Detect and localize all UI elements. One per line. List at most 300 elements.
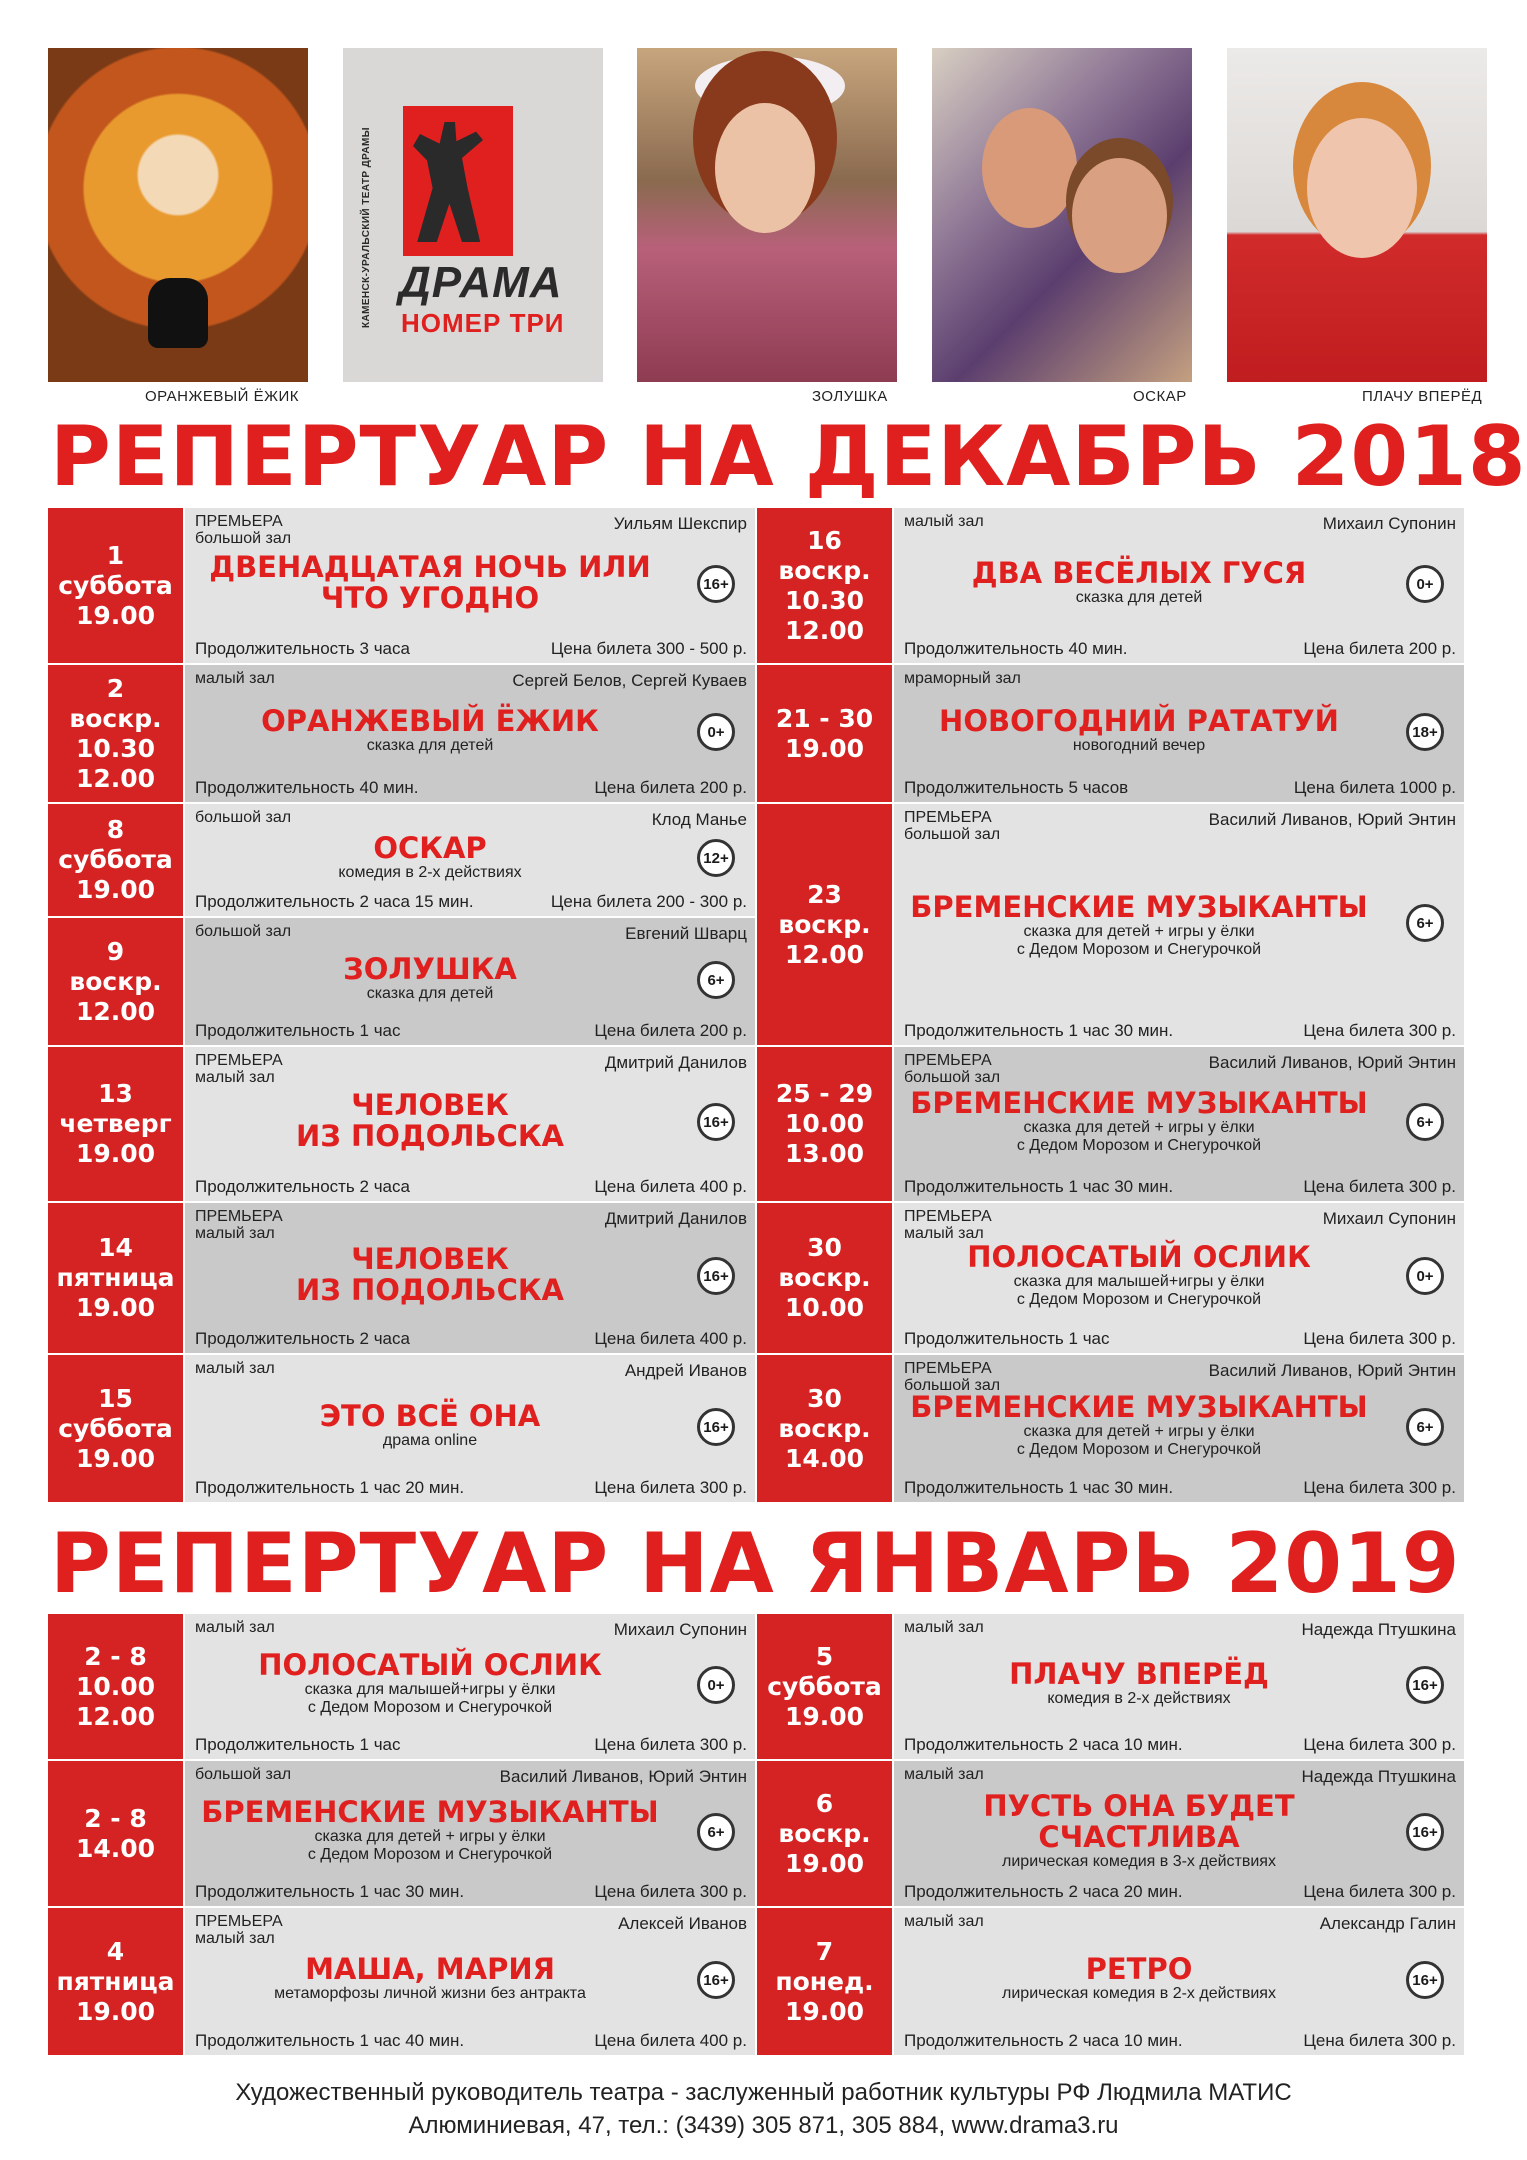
- show-subtitle: с Дедом Морозом и Снегурочкой: [307, 1846, 553, 1863]
- show-date: [757, 665, 892, 804]
- show-info: [185, 1203, 755, 1355]
- hall-label: малый зал: [904, 1913, 984, 1930]
- age-rating-badge: 6+: [1406, 904, 1444, 942]
- ticket-price: Цена билета 200 р.: [1303, 639, 1456, 658]
- hall-info: [195, 513, 291, 547]
- show-block: [185, 1954, 675, 2003]
- show-block: [894, 1088, 1384, 1155]
- show-title: ИЗ ПОДОЛЬСКА: [296, 1119, 564, 1153]
- hall-label: большой зал: [904, 1069, 1001, 1086]
- hall-info: [904, 1360, 1000, 1394]
- show-subtitle: комедия в 2-х действиях: [338, 864, 522, 881]
- show-subtitle: сказка для малышей+игры у ёлки: [1013, 1273, 1265, 1290]
- author: Василий Ливанов, Юрий Энтин: [499, 1767, 747, 1786]
- show-date: [48, 1047, 183, 1203]
- hall-label: малый зал: [195, 1069, 275, 1086]
- duration: Продолжительность 5 часов: [904, 778, 1129, 797]
- author: Василий Ливанов, Юрий Энтин: [1208, 1361, 1456, 1380]
- caption-oscar: ОСКАР: [1133, 388, 1187, 405]
- show-entry: [48, 1047, 755, 1203]
- hall-info: [904, 1052, 1000, 1086]
- hall-label: большой зал: [195, 923, 292, 940]
- date-line: 5: [815, 1641, 834, 1671]
- show-subtitle: драма online: [382, 1432, 478, 1449]
- show-date: [757, 804, 892, 1047]
- date-line: пятница: [56, 1966, 175, 1996]
- show-entry: [48, 1614, 755, 1761]
- photo-oscar: [932, 48, 1192, 382]
- show-date: [757, 508, 892, 665]
- show-entry: [757, 1761, 1464, 1908]
- ticket-price: Цена билета 400 р.: [594, 2031, 747, 2050]
- hall-label: большой зал: [195, 530, 292, 547]
- show-entry: [48, 1355, 755, 1504]
- hall-label: малый зал: [195, 670, 275, 687]
- age-rating-badge: 16+: [697, 565, 735, 603]
- logo-side-text: КАМЕНСК-УРАЛЬСКИЙ ТЕАТР ДРАМЫ: [361, 127, 372, 329]
- author: Евгений Шварц: [625, 924, 747, 943]
- date-line: четверг: [59, 1109, 172, 1138]
- hall-info: [904, 670, 1021, 687]
- date-line: 19.00: [784, 733, 865, 763]
- duration: Продолжительность 3 часа: [195, 639, 410, 658]
- age-rating-badge: 0+: [697, 1666, 735, 1704]
- show-block: [894, 706, 1384, 755]
- show-entry: [48, 804, 755, 918]
- date-line: 6: [815, 1788, 834, 1818]
- date-line: 2 - 8: [84, 1803, 147, 1833]
- show-entry: [757, 804, 1464, 1047]
- date-line: 12.00: [784, 939, 865, 969]
- show-block: [185, 552, 675, 614]
- date-line: 12.00: [75, 763, 156, 793]
- duration: Продолжительность 1 час: [195, 1021, 401, 1040]
- date-line: 12.00: [75, 996, 156, 1026]
- hall-label: малый зал: [195, 1360, 275, 1377]
- show-title: ПУСТЬ ОНА БУДЕТ: [983, 1789, 1295, 1823]
- age-rating-badge: 0+: [1406, 565, 1444, 603]
- date-line: 10.00: [784, 1293, 865, 1322]
- show-info: [185, 1761, 755, 1908]
- hall-label: большой зал: [195, 809, 292, 826]
- ticket-price: Цена билета 200 р.: [594, 778, 747, 797]
- hall-info: [904, 1619, 984, 1636]
- show-entry: [48, 1203, 755, 1355]
- show-info: [185, 1908, 755, 2057]
- ticket-price: Цена билета 200 р.: [594, 1021, 747, 1040]
- show-subtitle: с Дедом Морозом и Снегурочкой: [1016, 1137, 1262, 1154]
- date-line: 23: [807, 879, 842, 909]
- hall-info: [195, 1360, 275, 1377]
- date-line: 2: [106, 673, 125, 703]
- show-subtitle: лирическая комедия в 3-х действиях: [1002, 1853, 1276, 1870]
- show-date: [48, 1203, 183, 1355]
- show-entry: [48, 508, 755, 665]
- date-line: 13: [98, 1079, 133, 1108]
- premiere-label: ПРЕМЬЕРА: [904, 1360, 992, 1377]
- ticket-price: Цена билета 400 р.: [594, 1177, 747, 1196]
- ticket-price: Цена билета 300 р.: [1303, 1329, 1456, 1348]
- show-title: ДВА ВЕСЁЛЫХ ГУСЯ: [971, 556, 1307, 590]
- show-entry: [757, 1203, 1464, 1355]
- age-rating-badge: 16+: [697, 1408, 735, 1446]
- show-block: [185, 706, 675, 755]
- show-block: [894, 1392, 1384, 1459]
- show-subtitle: сказка для детей + игры у ёлки: [314, 1828, 546, 1845]
- hall-info: [904, 809, 1000, 843]
- age-rating-badge: 16+: [697, 1961, 735, 1999]
- duration: Продолжительность 2 часа: [195, 1177, 410, 1196]
- hall-info: [195, 1052, 283, 1086]
- caption-cry-forward: ПЛАЧУ ВПЕРЁД: [1362, 388, 1483, 405]
- show-date: [757, 1614, 892, 1761]
- show-info: [185, 665, 755, 804]
- date-line: воскр.: [69, 703, 162, 733]
- duration: Продолжительность 2 часа 10 мин.: [904, 1735, 1183, 1754]
- caption-cinderella: ЗОЛУШКА: [812, 388, 888, 405]
- show-title: БРЕМЕНСКИЕ МУЗЫКАНТЫ: [910, 890, 1368, 924]
- duration: Продолжительность 1 час 30 мин.: [904, 1021, 1174, 1040]
- duration: Продолжительность 1 час: [904, 1329, 1110, 1348]
- show-entry: [757, 508, 1464, 665]
- caption-orange-hedgehog: ОРАНЖЕВЫЙ ЁЖИК: [145, 388, 299, 405]
- hall-label: большой зал: [904, 1377, 1001, 1394]
- ticket-price: Цена билета 300 - 500 р.: [550, 639, 747, 658]
- duration: Продолжительность 1 час 20 мин.: [195, 1478, 465, 1497]
- show-title: ЭТО ВСЁ ОНА: [319, 1399, 541, 1433]
- show-date: [757, 1047, 892, 1203]
- show-date: [48, 1355, 183, 1504]
- show-subtitle: метаморфозы личной жизни без антракта: [274, 1985, 586, 2002]
- premiere-label: ПРЕМЬЕРА: [904, 1052, 992, 1069]
- duration: Продолжительность 1 час 40 мин.: [195, 2031, 465, 2050]
- show-title: ДВЕНАДЦАТАЯ НОЧЬ ИЛИ: [209, 550, 651, 584]
- date-line: 10.30: [75, 733, 156, 763]
- author: Клод Манье: [651, 810, 747, 829]
- show-block: [894, 1791, 1384, 1871]
- author: Василий Ливанов, Юрий Энтин: [1208, 1053, 1456, 1072]
- duration: Продолжительность 40 мин.: [904, 639, 1128, 658]
- date-line: 13.00: [784, 1139, 865, 1168]
- show-title: ПОЛОСАТЫЙ ОСЛИК: [967, 1240, 1311, 1274]
- show-entry: [48, 1761, 755, 1908]
- show-subtitle: с Дедом Морозом и Снегурочкой: [1016, 1441, 1262, 1458]
- date-line: 19.00: [75, 1443, 156, 1473]
- duration: Продолжительность 2 часа 10 мин.: [904, 2031, 1183, 2050]
- show-info: [894, 1203, 1464, 1355]
- author: Надежда Птушкина: [1301, 1620, 1456, 1639]
- date-line: 8: [106, 815, 125, 844]
- show-entry: [757, 1614, 1464, 1761]
- show-title: МАША, МАРИЯ: [305, 1952, 555, 1986]
- photo-cry-forward: [1227, 48, 1487, 382]
- show-date: [757, 1908, 892, 2057]
- show-title: ЗОЛУШКА: [343, 952, 517, 986]
- show-subtitle: сказка для малышей+игры у ёлки: [304, 1681, 556, 1698]
- show-date: [48, 1614, 183, 1761]
- show-subtitle: сказка для детей + игры у ёлки: [1023, 923, 1255, 940]
- hall-label: малый зал: [904, 513, 984, 530]
- author: Михаил Супонин: [613, 1620, 747, 1639]
- hall-label: малый зал: [195, 1930, 275, 1947]
- premiere-label: ПРЕМЬЕРА: [195, 513, 283, 530]
- show-block: [185, 1090, 675, 1152]
- show-block: [894, 1242, 1384, 1309]
- show-info: [894, 1761, 1464, 1908]
- show-title: БРЕМЕНСКИЕ МУЗЫКАНТЫ: [910, 1086, 1368, 1120]
- age-rating-badge: 16+: [697, 1103, 735, 1141]
- ticket-price: Цена билета 400 р.: [594, 1329, 747, 1348]
- date-line: 16: [807, 525, 842, 555]
- show-subtitle: сказка для детей + игры у ёлки: [1023, 1423, 1255, 1440]
- date-line: 19.00: [784, 1996, 865, 2026]
- date-line: суббота: [58, 845, 173, 874]
- ticket-price: Цена билета 300 р.: [594, 1478, 747, 1497]
- premiere-label: ПРЕМЬЕРА: [904, 809, 992, 826]
- hall-info: [904, 1913, 984, 1930]
- date-line: 2 - 8: [84, 1641, 147, 1671]
- show-block: [894, 892, 1384, 959]
- show-block: [185, 1244, 675, 1306]
- age-rating-badge: 16+: [1406, 1666, 1444, 1704]
- date-line: 10.00: [784, 1109, 865, 1138]
- show-block: [185, 833, 675, 882]
- author: Дмитрий Данилов: [604, 1053, 747, 1072]
- date-line: воскр.: [778, 1263, 871, 1292]
- photo-orange-hedgehog: [48, 48, 308, 382]
- show-date: [48, 665, 183, 804]
- age-rating-badge: 16+: [1406, 1813, 1444, 1851]
- date-line: 7: [815, 1936, 834, 1966]
- show-date: [757, 1761, 892, 1908]
- show-info: [894, 1047, 1464, 1203]
- hall-label: большой зал: [195, 1766, 292, 1783]
- age-rating-badge: 6+: [1406, 1408, 1444, 1446]
- age-rating-badge: 16+: [697, 1257, 735, 1295]
- ticket-price: Цена билета 300 р.: [594, 1882, 747, 1901]
- show-info: [894, 1355, 1464, 1504]
- show-block: [185, 1797, 675, 1864]
- date-line: 19.00: [75, 600, 156, 630]
- hall-label: малый зал: [904, 1766, 984, 1783]
- duration: Продолжительность 2 часа 15 мин.: [195, 892, 474, 911]
- hall-label: малый зал: [904, 1225, 984, 1242]
- date-line: понед.: [775, 1966, 874, 1996]
- show-date: [48, 1761, 183, 1908]
- show-info: [894, 1614, 1464, 1761]
- show-info: [185, 1047, 755, 1203]
- show-subtitle: сказка для детей: [1075, 589, 1203, 606]
- show-date: [48, 508, 183, 665]
- photo-cinderella: [637, 48, 897, 382]
- show-entry: [48, 665, 755, 804]
- show-subtitle: новогодний вечер: [1072, 737, 1206, 754]
- show-title: БРЕМЕНСКИЕ МУЗЫКАНТЫ: [910, 1390, 1368, 1424]
- ticket-price: Цена билета 300 р.: [1303, 1735, 1456, 1754]
- author: Михаил Супонин: [1322, 514, 1456, 533]
- date-line: 12.00: [784, 615, 865, 645]
- ticket-price: Цена билета 300 р.: [1303, 1021, 1456, 1040]
- duration: Продолжительность 2 часа 20 мин.: [904, 1882, 1183, 1901]
- show-subtitle: сказка для детей: [366, 985, 494, 1002]
- show-block: [894, 1659, 1384, 1708]
- ticket-price: Цена билета 300 р.: [1303, 2031, 1456, 2050]
- show-date: [48, 804, 183, 918]
- ticket-price: Цена билета 1000 р.: [1293, 778, 1456, 797]
- date-line: суббота: [767, 1671, 882, 1701]
- show-title: ЧЕЛОВЕК: [351, 1242, 509, 1276]
- duration: Продолжительность 40 мин.: [195, 778, 419, 797]
- ticket-price: Цена билета 300 р.: [1303, 1177, 1456, 1196]
- age-rating-badge: 6+: [697, 961, 735, 999]
- show-title: РЕТРО: [1085, 1952, 1193, 1986]
- author: Михаил Супонин: [1322, 1209, 1456, 1228]
- hall-label: малый зал: [904, 1619, 984, 1636]
- hall-label: большой зал: [904, 826, 1001, 843]
- age-rating-badge: 6+: [697, 1813, 735, 1851]
- show-subtitle: с Дедом Морозом и Снегурочкой: [307, 1699, 553, 1716]
- author: Дмитрий Данилов: [604, 1209, 747, 1228]
- show-title: ЧЕЛОВЕК: [351, 1088, 509, 1122]
- show-title: НОВОГОДНИЙ РАТАТУЙ: [939, 704, 1339, 738]
- date-line: воскр.: [778, 909, 871, 939]
- date-line: 19.00: [75, 875, 156, 904]
- logo-subtitle: НОМЕР ТРИ: [401, 308, 565, 338]
- date-line: 1: [106, 540, 125, 570]
- age-rating-badge: 18+: [1406, 713, 1444, 751]
- show-info: [185, 1355, 755, 1504]
- duration: Продолжительность 2 часа: [195, 1329, 410, 1348]
- date-line: 14.00: [784, 1443, 865, 1473]
- premiere-label: ПРЕМЬЕРА: [195, 1208, 283, 1225]
- author: Василий Ливанов, Юрий Энтин: [1208, 810, 1456, 829]
- show-block: [894, 1954, 1384, 2003]
- show-entry: [757, 1908, 1464, 2057]
- january-title: РЕПЕРТУАР НА ЯНВАРЬ 2019: [50, 1515, 1461, 1612]
- date-line: 14.00: [75, 1833, 156, 1863]
- logo-title: ДРАМА: [399, 258, 563, 307]
- age-rating-badge: 16+: [1406, 1961, 1444, 1999]
- show-subtitle: сказка для детей: [366, 737, 494, 754]
- date-line: суббота: [58, 1413, 173, 1443]
- date-line: 15: [98, 1383, 133, 1413]
- hall-info: [195, 1913, 283, 1947]
- premiere-label: ПРЕМЬЕРА: [195, 1052, 283, 1069]
- show-entry: [48, 918, 755, 1047]
- hall-info: [904, 1208, 992, 1242]
- show-entry: [757, 1047, 1464, 1203]
- show-info: [185, 918, 755, 1047]
- duration: Продолжительность 1 час 30 мин.: [904, 1177, 1174, 1196]
- date-line: 12.00: [75, 1701, 156, 1731]
- show-title: ПЛАЧУ ВПЕРЁД: [1009, 1657, 1269, 1691]
- date-line: 19.00: [784, 1848, 865, 1878]
- hall-label: малый зал: [195, 1619, 275, 1636]
- date-line: 19.00: [75, 1139, 156, 1168]
- show-entry: [48, 1908, 755, 2057]
- show-date: [48, 918, 183, 1047]
- show-info: [185, 1614, 755, 1761]
- show-subtitle: сказка для детей + игры у ёлки: [1023, 1119, 1255, 1136]
- hall-label: мраморный зал: [904, 670, 1021, 687]
- footer-director: Художественный руководитель театра - заслуженный работник культуры РФ Людмила МАТИС: [235, 2079, 1292, 2106]
- show-info: [894, 1908, 1464, 2057]
- date-line: 30: [807, 1233, 842, 1262]
- hall-info: [904, 513, 984, 530]
- show-title: СЧАСТЛИВА: [1038, 1820, 1240, 1854]
- footer-address: Алюминиевая, 47, тел.: (3439) 305 871, 305 884, www.drama3.ru: [408, 2112, 1119, 2139]
- date-line: 10.00: [75, 1671, 156, 1701]
- show-date: [757, 1355, 892, 1504]
- show-subtitle: с Дедом Морозом и Снегурочкой: [1016, 941, 1262, 958]
- hall-label: малый зал: [195, 1225, 275, 1242]
- date-line: 30: [807, 1383, 842, 1413]
- show-title: ОСКАР: [373, 831, 487, 865]
- show-title: ПОЛОСАТЫЙ ОСЛИК: [258, 1648, 602, 1682]
- ticket-price: Цена билета 300 р.: [594, 1735, 747, 1754]
- premiere-label: ПРЕМЬЕРА: [904, 1208, 992, 1225]
- author: Алексей Иванов: [618, 1914, 747, 1933]
- duration: Продолжительность 1 час 30 мин.: [195, 1882, 465, 1901]
- hall-info: [195, 670, 275, 687]
- ticket-price: Цена билета 300 р.: [1303, 1882, 1456, 1901]
- date-line: 9: [106, 936, 125, 966]
- age-rating-badge: 0+: [697, 713, 735, 751]
- december-title: РЕПЕРТУАР НА ДЕКАБРЬ 2018: [50, 408, 1527, 505]
- date-line: 14: [98, 1233, 133, 1262]
- show-info: [894, 508, 1464, 665]
- date-line: воскр.: [69, 966, 162, 996]
- show-date: [48, 1908, 183, 2057]
- show-subtitle: комедия в 2-х действиях: [1047, 1690, 1231, 1707]
- show-block: [185, 1401, 675, 1450]
- ticket-price: Цена билета 200 - 300 р.: [550, 892, 747, 911]
- show-block: [185, 954, 675, 1003]
- hall-info: [195, 1766, 291, 1783]
- date-line: 19.00: [75, 1293, 156, 1322]
- author: Андрей Иванов: [624, 1361, 747, 1380]
- hall-info: [904, 1766, 984, 1783]
- show-title: БРЕМЕНСКИЕ МУЗЫКАНТЫ: [201, 1795, 659, 1829]
- duration: Продолжительность 1 час: [195, 1735, 401, 1754]
- date-line: суббота: [58, 570, 173, 600]
- show-block: [185, 1650, 675, 1717]
- duration: Продолжительность 1 час 30 мин.: [904, 1478, 1174, 1497]
- age-rating-badge: 6+: [1406, 1103, 1444, 1141]
- hall-info: [195, 809, 291, 826]
- ticket-price: Цена билета 300 р.: [1303, 1478, 1456, 1497]
- author: Александр Галин: [1319, 1914, 1456, 1933]
- date-line: 19.00: [75, 1996, 156, 2026]
- show-info: [185, 804, 755, 918]
- show-subtitle: лирическая комедия в 2-х действиях: [1002, 1985, 1276, 2002]
- author: Сергей Белов, Сергей Куваев: [512, 671, 747, 690]
- show-info: [185, 508, 755, 665]
- date-line: воскр.: [778, 1413, 871, 1443]
- date-line: воскр.: [778, 1818, 871, 1848]
- author: Надежда Птушкина: [1301, 1767, 1456, 1786]
- author: Уильям Шекспир: [613, 514, 747, 533]
- date-line: 10.30: [784, 585, 865, 615]
- show-info: [894, 665, 1464, 804]
- date-line: 25 - 29: [775, 1079, 874, 1108]
- date-line: пятница: [56, 1263, 175, 1292]
- date-line: 19.00: [784, 1701, 865, 1731]
- hall-info: [195, 1208, 283, 1242]
- show-block: [894, 558, 1384, 607]
- show-subtitle: с Дедом Морозом и Снегурочкой: [1016, 1291, 1262, 1308]
- premiere-label: ПРЕМЬЕРА: [195, 1913, 283, 1930]
